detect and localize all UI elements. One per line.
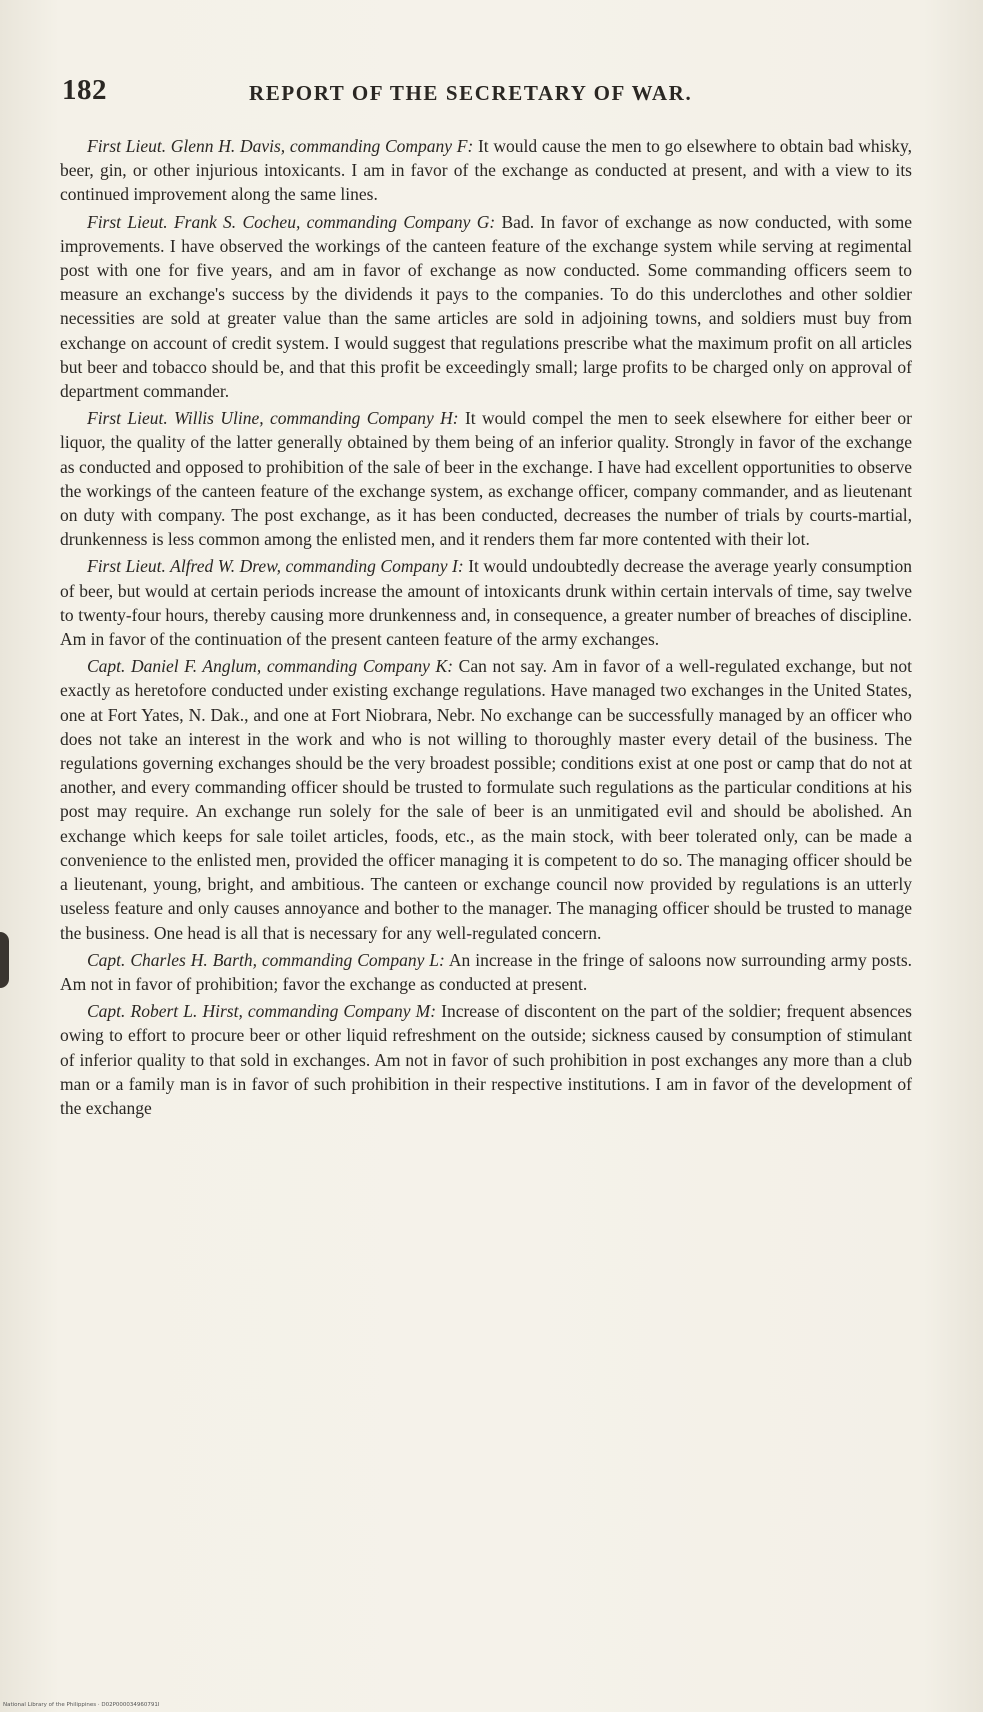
speaker-name: First Lieut. Alfred W. Drew, commanding Company I:	[87, 556, 464, 577]
response-text: An increase in the fringe of saloons now surrounding army posts. Am not in favor of prohibition; favor the exchange as conducted at present.	[60, 949, 913, 994]
page-number: 182	[62, 74, 107, 106]
running-head: REPORT OF THE SECRETARY OF WAR.	[249, 81, 693, 105]
speaker-name: First Lieut. Glenn H. Davis, commanding Company F:	[87, 136, 474, 156]
response-text: Increase of discontent on the part of the soldier; frequent absences owing to effort to procure beer or other liquid refreshment on the outside; sickness caused by consumption of stimulant of inferior quality to that sold in exchanges. Am not in favor of such prohibition in post exchanges any more than a club man or a family man is in favor of such prohibition in their respective institutions. I am in favor of the development of the exchange	[60, 1001, 912, 1118]
speaker-name: First Lieut. Frank S. Cocheu, commanding Company G:	[87, 211, 496, 232]
paragraph-company-i	[60, 554, 912, 651]
paragraph-company-m	[60, 999, 912, 1120]
response-text: Can not say. Am in favor of a well-regulated exchange, but not exactly as heretofore conducted under existing exchange regulations. Have managed two exchanges in the United States, one at Fort Yates, N. Dak., and one at Fort Niobrara, Nebr. No exchange can be successfully managed by an officer who does not take an interest in the work and who is not willing to thoroughly master every detail of the business. The regulations governing exchanges should be the very broadest possible; conditions exist at one post or camp that do not at another, and every commanding officer should be trusted to formulate such regulations as the particular conditions at his post may require. An exchange run solely for the sale of beer is an unmitigated evil and should be abolished. An exchange which keeps for sale toilet articles, foods, etc., as the main stock, with beer tolerated only, can be made a convenience to the enlisted men, provided the officer managing it is competent to do so. The managing officer should be a lieutenant, young, bright, and ambitious. The canteen or exchange council now provided by regulations is an utterly useless feature and only causes annoyance and bother to the manager. The managing officer should be trusted to manage the business. One head is all that is necessary for any well-regulated concern.	[60, 656, 912, 943]
body-text	[60, 134, 912, 1123]
paragraph-company-l	[60, 948, 912, 996]
speaker-name: Capt. Daniel F. Anglum, commanding Company K:	[87, 656, 454, 677]
binding-shadow	[0, 932, 9, 988]
response-text: It would cause the men to go elsewhere to obtain bad whisky, beer, gin, or other injurious intoxicants. I am in favor of the exchange as conducted at present, and with a view to its continued improvement along the same lines.	[60, 136, 912, 205]
response-text: It would compel the men to seek elsewhere for either beer or liquor, the quality of the latter generally obtained by them being of an inferior quality. Strongly in favor of the exchange as conducted and opposed to prohibition of the sale of beer in the exchange. I have had excellent opportunities to observe the workings of the canteen feature of the exchange system, as exchange officer, company commander, and as lieutenant on duty with company. The post exchange, as it has been conducted, decreases the number of trials by courts-martial, drunkenness is less common among the enlisted men, and it renders them far more contented with their lot.	[60, 408, 912, 550]
paragraph-company-k	[60, 654, 912, 944]
speaker-name: First Lieut. Willis Uline, commanding Company H:	[87, 408, 459, 429]
paragraph-company-f	[60, 134, 912, 207]
paragraph-company-g	[60, 210, 912, 404]
response-text: It would undoubtedly decrease the average yearly consumption of beer, but would at certain periods increase the amount of intoxicants drunk within certain intervals of time, say twelve to twenty-four hours, thereby causing more drunkenness and, in consequence, a greater number of breaches of discipline. Am in favor of the continuation of the present canteen feature of the army exchanges.	[60, 556, 912, 650]
response-text: Bad. In favor of exchange as now conducted, with some improvements. I have observed the workings of the canteen feature of the exchange system while serving at regimental post with one for five years, and am in favor of exchange as now conducted. Some commanding officers seem to measure an exchange's success by the dividends it pays to the companies. To do this underclothes and other soldier necessities are sold at greater value than the same articles are sold in adjoining towns, and soldiers must buy from exchange on account of credit system. I would suggest that regulations prescribe what the maximum profit on all articles but beer and tobacco should be, and that this profit be exceedingly small; large profits to be charged only on approval of department commander.	[60, 211, 912, 402]
paragraph-company-h	[60, 406, 912, 551]
speaker-name: Capt. Robert L. Hirst, commanding Company M:	[87, 1001, 437, 1022]
speaker-name: Capt. Charles H. Barth, commanding Company L:	[87, 949, 445, 970]
page-header	[62, 74, 922, 114]
scan-credit: National Library of the Philippines · D02P000034960791I	[3, 1702, 160, 1708]
